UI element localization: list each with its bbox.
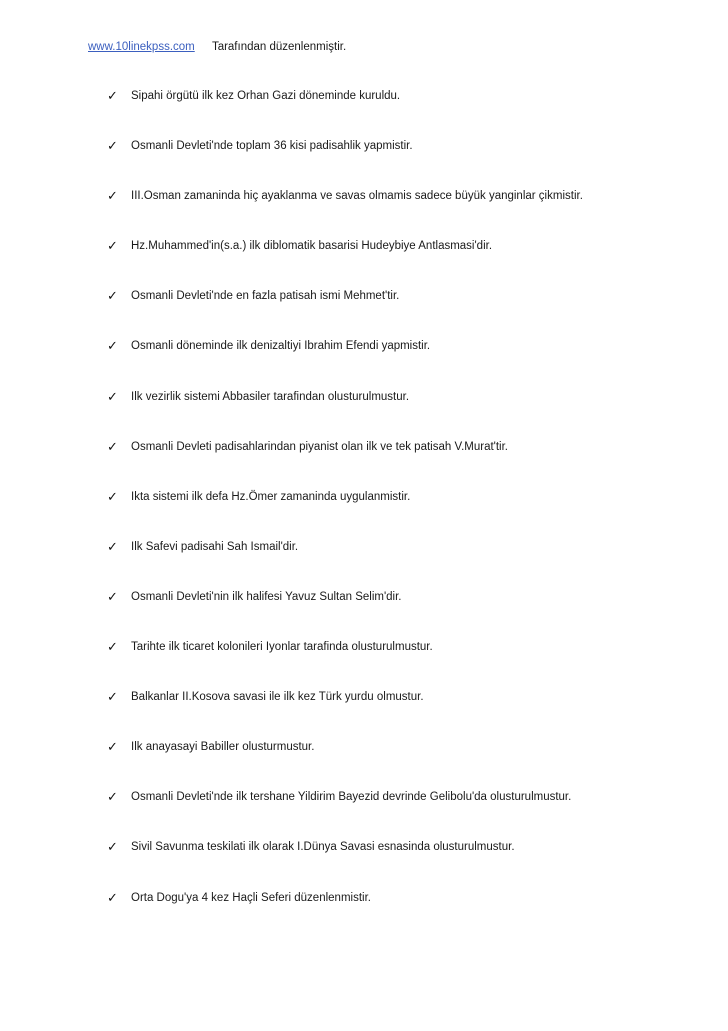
list-item-text: Ilk vezirlik sistemi Abbasiler tarafindan olusturulmustur. [131,390,410,403]
list-item [107,890,707,940]
check-icon: ✓ [107,538,118,554]
list-item-text: Osmanli Devleti padisahlarindan piyanist olan ilk ve tek patisah V.Murat'tir. [131,440,508,453]
list-item [107,789,707,839]
list-item [107,639,707,689]
check-icon: ✓ [107,338,118,354]
check-icon: ✓ [107,639,118,655]
list-item-text: Sivil Savunma teskilati ilk olarak I.Dünya Savasi esnasinda olusturulmustur. [131,841,515,854]
list-item [107,489,707,539]
list-item-text: III.Osman zamaninda hiç ayaklanma ve savas olmamis sadece büyük yanginlar çikmistir. [131,190,583,203]
check-icon: ✓ [107,138,118,154]
list-item [107,138,707,188]
check-icon: ✓ [107,488,118,504]
list-item-text: Hz.Muhammed'in(s.a.) ilk diblomatik basarisi Hudeybiye Antlasmasi'dir. [131,240,493,253]
check-icon: ✓ [107,789,118,805]
list-item-text: Osmanli Devleti'nin ilk halifesi Yavuz Sultan Selim'dir. [131,590,402,603]
check-icon: ✓ [107,238,118,254]
list-item-text: Osmanli Devleti'nde en fazla patisah ismi Mehmet'tir. [131,290,400,303]
list-item-text: Balkanlar II.Kosova savasi ile ilk kez Türk yurdu olmustur. [131,691,424,704]
site-link[interactable]: www.10linekpss.com [88,41,195,53]
header-note: Tarafından düzenlenmiştir. [211,41,347,53]
list-item-text: Ilk Safevi padisahi Sah Ismail'dir. [131,540,299,553]
list-item [107,188,707,238]
check-icon: ✓ [107,689,118,705]
page-header [88,41,346,53]
check-icon: ✓ [107,288,118,304]
check-icon: ✓ [107,839,118,855]
list-item [107,689,707,739]
check-icon: ✓ [107,739,118,755]
list-item [107,338,707,388]
list-item-text: Osmanli Devleti'nde ilk tershane Yildirim Bayezid devrinde Gelibolu'da olusturulmustur. [131,791,572,804]
list-item [107,839,707,889]
list-item [107,439,707,489]
check-icon: ✓ [107,438,118,454]
list-item [107,288,707,338]
list-item [107,739,707,789]
list-item [107,589,707,639]
list-item [107,238,707,288]
list-item [107,88,707,138]
list-item-text: Sipahi örgütü ilk kez Orhan Gazi döneminde kuruldu. [131,90,401,102]
check-icon: ✓ [107,88,118,103]
check-icon: ✓ [107,188,118,204]
list-item-text: Ikta sistemi ilk defa Hz.Ömer zamaninda uygulanmistir. [131,490,411,503]
list-item-text: Osmanli Devleti'nde toplam 36 kisi padisahlik yapmistir. [131,140,413,153]
list-item [107,389,707,439]
check-icon: ✓ [107,388,118,404]
check-icon: ✓ [107,588,118,604]
list-item-text: Orta Dogu'ya 4 kez Haçli Seferi düzenlenmistir. [131,891,371,904]
fact-list [107,88,707,940]
list-item-text: Tarihte ilk ticaret kolonileri Iyonlar tarafinda olusturulmustur. [131,641,433,654]
list-item [107,539,707,589]
list-item-text: Osmanli döneminde ilk denizaltiyi Ibrahim Efendi yapmistir. [131,340,431,353]
check-icon: ✓ [107,889,118,905]
list-item-text: Ilk anayasayi Babiller olusturmustur. [131,741,315,754]
